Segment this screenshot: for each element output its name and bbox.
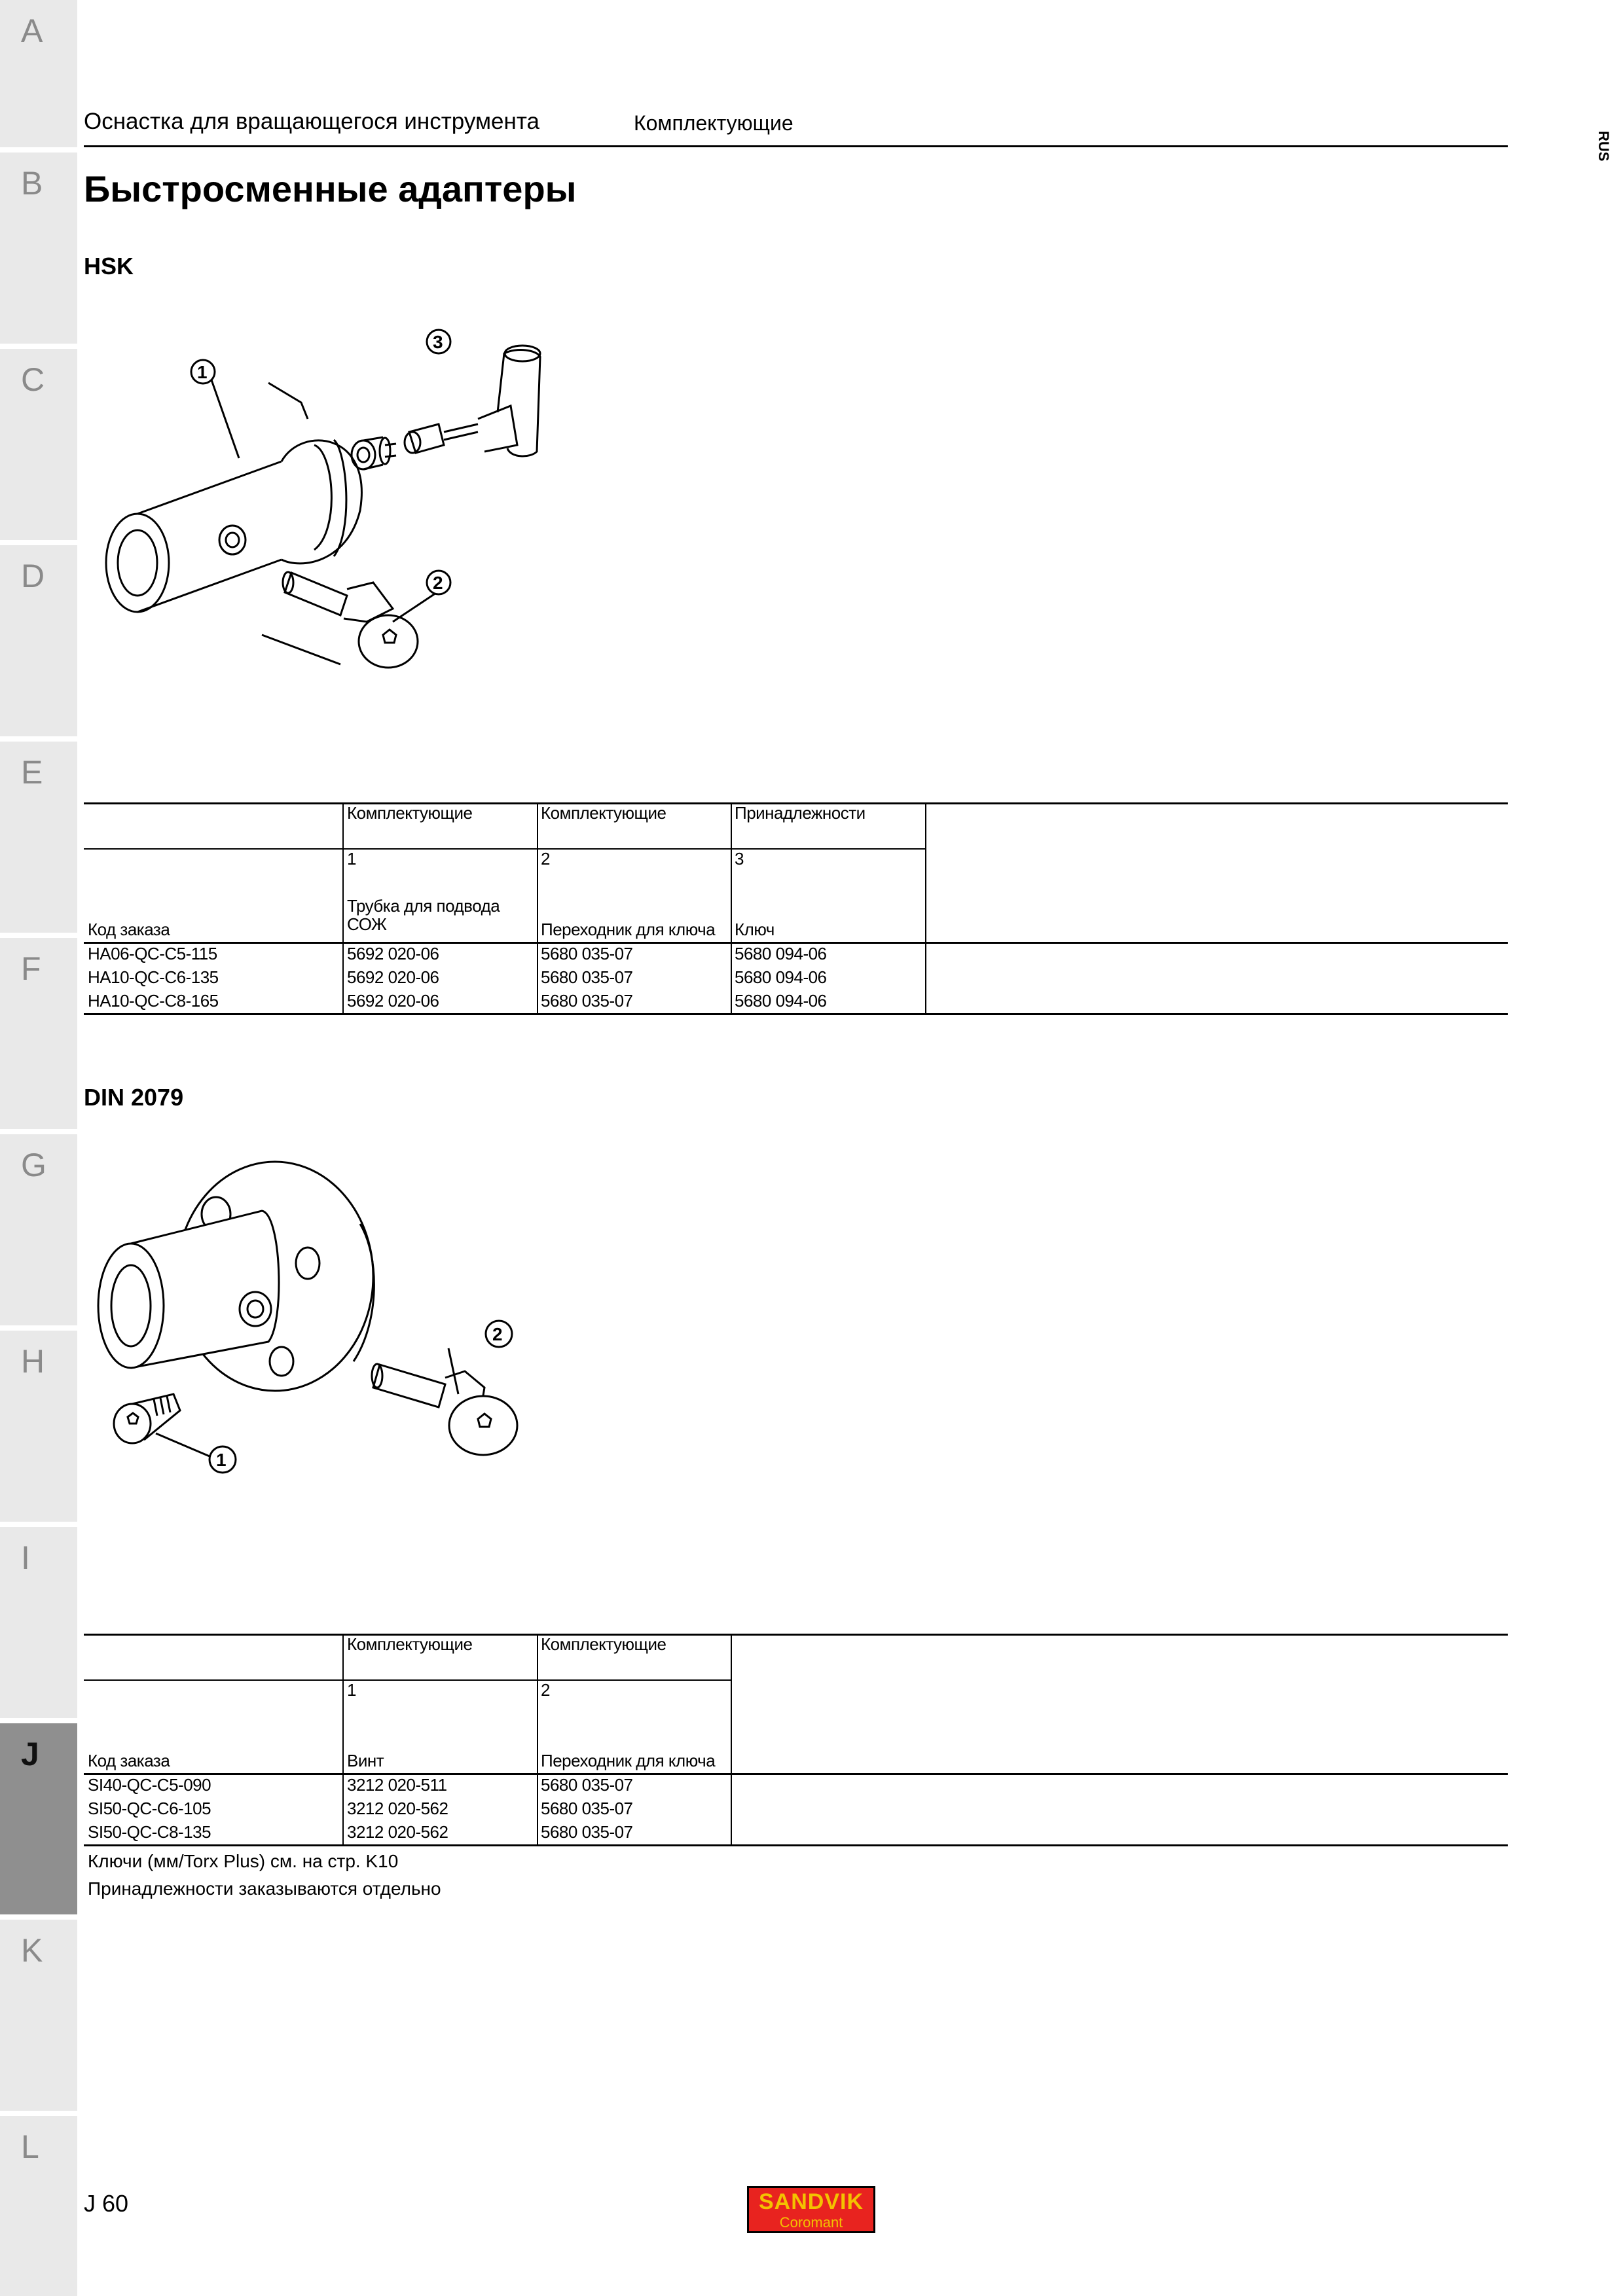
hsk-col-name: Трубка для подвода СОЖ xyxy=(347,896,500,934)
din-col-name: Винт xyxy=(347,1751,384,1770)
side-tab-label: D xyxy=(21,558,45,594)
note-accessories: Принадлежности заказываются отдельно xyxy=(88,1878,441,1899)
din-row-value: 3212 020-562 xyxy=(347,1799,448,1818)
din-heading: DIN 2079 xyxy=(84,1084,184,1111)
hsk-row-code: HA10-QC-C8-165 xyxy=(88,991,219,1011)
note-keys: Ключи (мм/Torx Plus) см. на стр. K10 xyxy=(88,1851,399,1871)
hsk-row-value: 5680 094-06 xyxy=(735,991,827,1011)
side-tab-l[interactable] xyxy=(0,2116,77,2296)
din-row-value: 3212 020-562 xyxy=(347,1822,448,1842)
side-tab-a[interactable] xyxy=(0,0,77,147)
hsk-row-value: 5680 094-06 xyxy=(735,944,827,963)
side-tab-k[interactable] xyxy=(0,1920,77,2111)
din-col-name: Переходник для ключа xyxy=(541,1751,716,1770)
side-tab-label: I xyxy=(21,1539,30,1576)
hsk-col-name: Ключ xyxy=(735,920,775,939)
header-section: Оснастка для вращающегося инструмента xyxy=(84,109,539,134)
hsk-group-header: Принадлежности xyxy=(735,803,866,823)
hsk-row-value: 5680 094-06 xyxy=(735,967,827,987)
side-tab-e[interactable] xyxy=(0,742,77,933)
din-group-header: Комплектующие xyxy=(347,1634,473,1654)
din-callout-2: 2 xyxy=(492,1324,503,1344)
side-tab-j[interactable] xyxy=(0,1723,77,1914)
din-row-value: 5680 035-07 xyxy=(541,1775,633,1795)
hsk-row-value: 5680 035-07 xyxy=(541,991,633,1011)
side-tab-i[interactable] xyxy=(0,1527,77,1718)
hsk-callout-2: 2 xyxy=(433,573,443,593)
side-tab-label: J xyxy=(21,1736,39,1772)
sandvik-logo xyxy=(747,2186,875,2233)
din-col-number: 2 xyxy=(541,1680,550,1700)
hsk-group-header: Комплектующие xyxy=(347,803,473,823)
side-tab-label: A xyxy=(21,12,43,49)
hsk-col-number: 2 xyxy=(541,849,550,869)
logo-line2: Coromant xyxy=(779,2214,843,2231)
hsk-callout-1: 1 xyxy=(197,362,208,382)
hsk-callout-3: 3 xyxy=(433,332,443,352)
side-tab-g[interactable] xyxy=(0,1134,77,1325)
din-order-code-label: Код заказа xyxy=(88,1751,170,1770)
hsk-exploded-drawing xyxy=(85,314,583,681)
din-row-code: SI40-QC-C5-090 xyxy=(88,1775,211,1795)
hsk-row-code: HA10-QC-C6-135 xyxy=(88,967,219,987)
side-tab-f[interactable] xyxy=(0,938,77,1129)
hsk-row-value: 5692 020-06 xyxy=(347,944,439,963)
side-tab-d[interactable] xyxy=(0,545,77,736)
hsk-row-value: 5692 020-06 xyxy=(347,967,439,987)
language-label: RUS xyxy=(1596,131,1612,162)
din-row-value: 5680 035-07 xyxy=(541,1822,633,1842)
hsk-col-name: Переходник для ключа xyxy=(541,920,716,939)
din-row-value: 3212 020-511 xyxy=(347,1775,447,1795)
din-row-code: SI50-QC-C6-105 xyxy=(88,1799,211,1818)
din-col-number: 1 xyxy=(347,1680,356,1700)
din-group-header: Комплектующие xyxy=(541,1634,666,1654)
din-row-value: 5680 035-07 xyxy=(541,1799,633,1818)
side-tab-label: C xyxy=(21,361,45,398)
side-tab-c[interactable] xyxy=(0,349,77,540)
hsk-col-number: 3 xyxy=(735,849,744,869)
side-tab-b[interactable] xyxy=(0,152,77,344)
logo-line1: SANDVIK xyxy=(758,2189,864,2214)
side-tab-label: E xyxy=(21,754,43,791)
hsk-order-code-label: Код заказа xyxy=(88,920,170,939)
header-rule xyxy=(84,145,1508,147)
hsk-col-number: 1 xyxy=(347,849,356,869)
hsk-heading: HSK xyxy=(84,253,134,279)
page-number: J 60 xyxy=(84,2190,129,2217)
side-tab-label: B xyxy=(21,165,43,202)
hsk-row-code: HA06-QC-C5-115 xyxy=(88,944,217,963)
header-subsection: Комплектующие xyxy=(634,111,793,135)
hsk-row-value: 5692 020-06 xyxy=(347,991,439,1011)
din-callout-1: 1 xyxy=(216,1450,227,1470)
side-tab-label: K xyxy=(21,1932,43,1969)
side-tab-label: L xyxy=(21,2128,39,2165)
side-tab-label: G xyxy=(21,1147,46,1183)
din-row-code: SI50-QC-C8-135 xyxy=(88,1822,211,1842)
side-tab-h[interactable] xyxy=(0,1331,77,1522)
din-exploded-drawing xyxy=(92,1152,550,1492)
hsk-row-value: 5680 035-07 xyxy=(541,967,633,987)
side-tab-label: H xyxy=(21,1343,45,1380)
hsk-row-value: 5680 035-07 xyxy=(541,944,633,963)
page-title: Быстросменные адаптеры xyxy=(84,168,577,209)
side-tab-label: F xyxy=(21,950,41,987)
hsk-group-header: Комплектующие xyxy=(541,803,666,823)
